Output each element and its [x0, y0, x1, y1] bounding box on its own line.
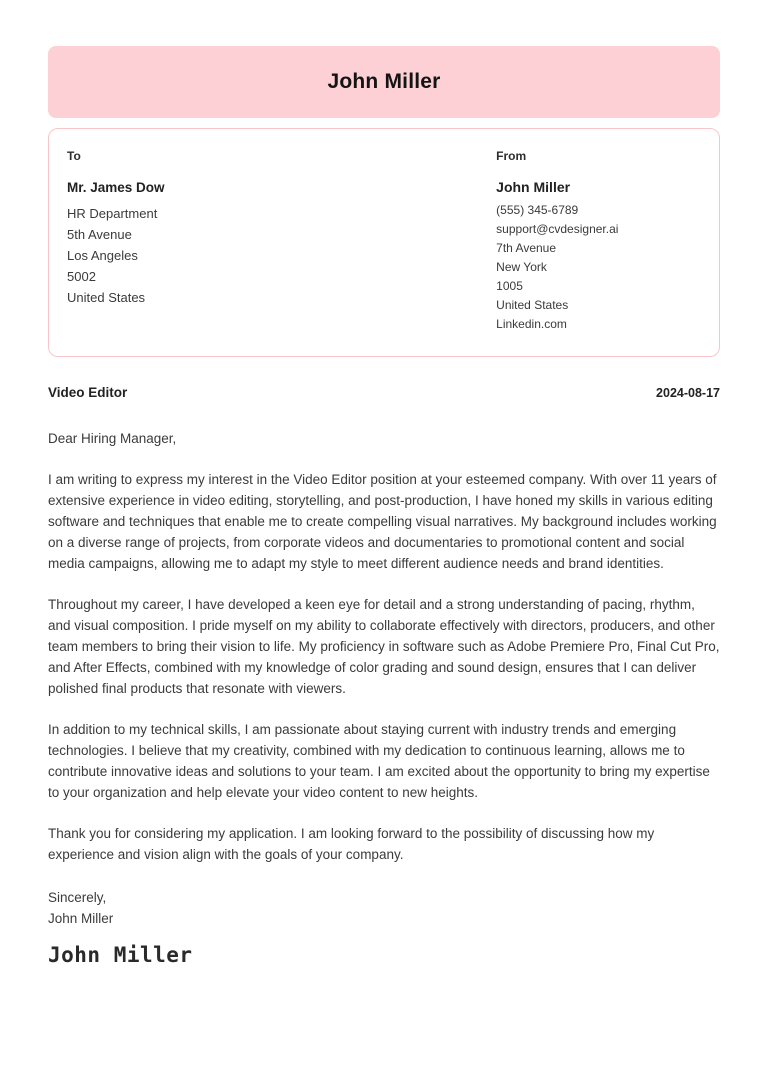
letter-date: 2024-08-17 — [656, 386, 720, 400]
sender-name: John Miller — [496, 179, 571, 195]
recipient-block — [67, 149, 496, 334]
header-banner — [48, 46, 720, 118]
recipient-line: Los Angeles — [67, 248, 138, 263]
recipient-name: Mr. James Dow — [67, 180, 165, 195]
body-paragraph: Thank you for considering my application. I am looking forward to the possibility of discussing how my experience and vision align with the goals of your company. — [48, 826, 655, 862]
sender-block — [496, 149, 701, 334]
job-title: Video Editor — [48, 385, 128, 400]
sender-line: 7th Avenue — [496, 241, 557, 255]
sender-label: From — [496, 149, 527, 163]
sender-line: United States — [496, 298, 569, 312]
recipient-line: 5th Avenue — [67, 227, 132, 242]
body-paragraph: I am writing to express my interest in the Video Editor position at your esteemed company. With over 11 years of extensive experience in video editing, storytelling, and post-production, I have honed my skills in various editing software and techniques that enable me to create compelling visual narratives. My background includes working on a diverse range of projects, from corporate videos and documentaries to promotional content and social media campaigns, allowing me to adapt my style to meet different audience needs and brand identities. — [48, 472, 717, 571]
closing-name: John Miller — [48, 911, 114, 926]
signature: John Miller — [48, 943, 193, 967]
body-paragraph: In addition to my technical skills, I am passionate about staying current with industry trends and emerging technologies. I believe that my creativity, combined with my dedication to continuous learning, allows me to contribute innovative ideas and solutions to your team. I am excited about the opportunity to bring my expertise to your organization and help elevate your video content to new heights. — [48, 722, 710, 800]
recipient-line: United States — [67, 290, 146, 305]
sender-linkedin: Linkedin.com — [496, 317, 567, 331]
address-box — [48, 128, 720, 357]
sender-line: New York — [496, 260, 547, 274]
meta-row — [48, 385, 720, 400]
applicant-name-title: John Miller — [327, 70, 441, 93]
recipient-line: HR Department — [67, 206, 158, 221]
body-paragraph: Throughout my career, I have developed a keen eye for detail and a strong understanding of pacing, rhythm, and visual composition. I pride myself on my ability to collaborate effectively with directors, producers, and other team members to bring their vision to life. My proficiency in software such as Adobe Premiere Pro, Final Cut Pro, and After Effects, combined with my knowledge of color grading and sound design, ensures that I can deliver polished final products that resonate with viewers. — [48, 597, 720, 696]
sender-line: 1005 — [496, 279, 523, 293]
recipient-line: 5002 — [67, 269, 96, 284]
recipient-label: To — [67, 149, 81, 163]
closing: Sincerely, — [48, 890, 107, 905]
sender-phone: (555) 345-6789 — [496, 203, 579, 217]
salutation: Dear Hiring Manager, — [48, 431, 177, 446]
sender-email: support@cvdesigner.ai — [496, 222, 619, 236]
